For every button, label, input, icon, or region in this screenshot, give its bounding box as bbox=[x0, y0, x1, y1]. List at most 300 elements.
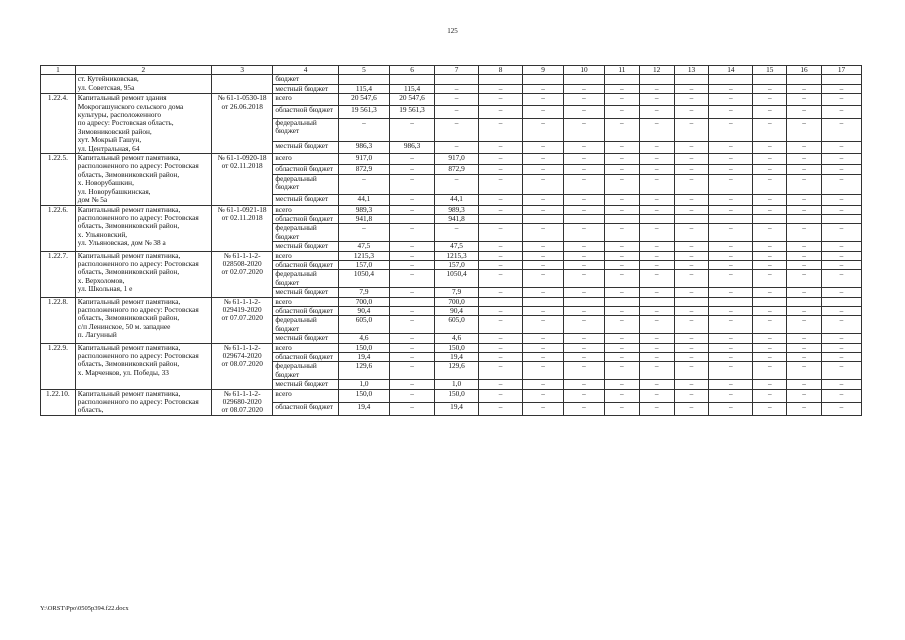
funding-source: всего bbox=[273, 389, 339, 402]
value-cell: – bbox=[523, 380, 564, 389]
value-cell: – bbox=[639, 118, 674, 141]
value-cell: – bbox=[674, 353, 709, 362]
value-cell: 20 547,6 bbox=[390, 94, 435, 106]
funding-source: всего bbox=[273, 343, 339, 352]
value-cell: – bbox=[390, 260, 435, 269]
value-cell: – bbox=[604, 343, 639, 352]
value-cell: – bbox=[390, 343, 435, 352]
value-cell bbox=[753, 75, 787, 84]
value-cell: – bbox=[821, 106, 861, 118]
value-cell: – bbox=[753, 402, 787, 415]
value-cell bbox=[821, 75, 861, 84]
column-header: 4 bbox=[273, 66, 339, 75]
value-cell: – bbox=[564, 94, 605, 106]
funding-source: областной бюджет bbox=[273, 260, 339, 269]
value-cell: – bbox=[390, 194, 435, 205]
funding-source: всего bbox=[273, 205, 339, 214]
value-cell: 700,0 bbox=[338, 297, 389, 306]
funding-source: местный бюджет bbox=[273, 194, 339, 205]
value-cell: – bbox=[709, 118, 753, 141]
value-cell: – bbox=[479, 343, 523, 352]
document-number: № 61-1-1-2- 029674-2020 от 08.07.2020 bbox=[211, 343, 272, 389]
funding-source: областной бюджет bbox=[273, 106, 339, 118]
column-header: 6 bbox=[390, 66, 435, 75]
value-cell: – bbox=[639, 224, 674, 242]
value-cell: – bbox=[753, 334, 787, 343]
value-cell: – bbox=[639, 362, 674, 380]
value-cell: 941,8 bbox=[338, 214, 389, 223]
object-title: ст. Кутейниковская, ул. Советская, 95а bbox=[75, 75, 211, 94]
value-cell: – bbox=[674, 316, 709, 334]
value-cell: – bbox=[479, 194, 523, 205]
value-cell: – bbox=[709, 306, 753, 315]
value-cell: – bbox=[604, 334, 639, 343]
value-cell: – bbox=[787, 306, 822, 315]
value-cell: 872,9 bbox=[338, 164, 389, 175]
value-cell: – bbox=[787, 154, 822, 165]
value-cell: – bbox=[523, 84, 564, 93]
value-cell: – bbox=[479, 118, 523, 141]
value-cell: – bbox=[709, 380, 753, 389]
value-cell: – bbox=[639, 389, 674, 402]
value-cell: – bbox=[709, 402, 753, 415]
value-cell: 989,3 bbox=[338, 205, 389, 214]
value-cell: – bbox=[787, 343, 822, 352]
document-number: № 61-1-0920-18 от 02.11.2018 bbox=[211, 154, 272, 205]
value-cell: – bbox=[390, 380, 435, 389]
value-cell: – bbox=[753, 224, 787, 242]
value-cell: – bbox=[479, 164, 523, 175]
value-cell: – bbox=[674, 175, 709, 195]
object-title: Капитальный ремонт памятника, расположенного по адресу: Ростовская область, Зимовниковский район, х. Ульяновский, ул. Ульяновская, дом № 38 а bbox=[75, 205, 211, 251]
funding-source: областной бюджет bbox=[273, 402, 339, 415]
value-cell: – bbox=[639, 242, 674, 251]
column-header: 16 bbox=[787, 66, 822, 75]
value-cell: – bbox=[674, 362, 709, 380]
value-cell: – bbox=[479, 288, 523, 297]
value-cell: 47,5 bbox=[435, 242, 479, 251]
value-cell: – bbox=[390, 306, 435, 315]
value-cell: 19,4 bbox=[435, 402, 479, 415]
value-cell: – bbox=[604, 306, 639, 315]
value-cell bbox=[523, 75, 564, 84]
value-cell: 4,6 bbox=[435, 334, 479, 343]
value-cell: – bbox=[674, 343, 709, 352]
table-row bbox=[41, 94, 862, 106]
column-header: 8 bbox=[479, 66, 523, 75]
value-cell: – bbox=[639, 288, 674, 297]
column-header: 5 bbox=[338, 66, 389, 75]
value-cell: – bbox=[435, 118, 479, 141]
value-cell: – bbox=[479, 242, 523, 251]
value-cell: – bbox=[753, 316, 787, 334]
value-cell: – bbox=[753, 164, 787, 175]
value-cell: – bbox=[709, 270, 753, 288]
value-cell: – bbox=[523, 353, 564, 362]
value-cell: – bbox=[604, 94, 639, 106]
value-cell: – bbox=[390, 316, 435, 334]
value-cell: – bbox=[787, 164, 822, 175]
value-cell: – bbox=[674, 242, 709, 251]
value-cell: – bbox=[753, 242, 787, 251]
value-cell: – bbox=[709, 154, 753, 165]
value-cell bbox=[435, 75, 479, 84]
value-cell: – bbox=[479, 260, 523, 269]
value-cell: – bbox=[787, 118, 822, 141]
value-cell: – bbox=[523, 260, 564, 269]
value-cell: – bbox=[604, 251, 639, 260]
value-cell: – bbox=[674, 260, 709, 269]
funding-source: областной бюджет bbox=[273, 353, 339, 362]
funding-source: областной бюджет bbox=[273, 214, 339, 223]
value-cell: – bbox=[674, 251, 709, 260]
value-cell: – bbox=[604, 270, 639, 288]
funding-source: всего bbox=[273, 297, 339, 306]
value-cell: – bbox=[821, 270, 861, 288]
value-cell: – bbox=[709, 141, 753, 153]
value-cell: – bbox=[564, 118, 605, 141]
value-cell: – bbox=[787, 84, 822, 93]
object-title: Капитальный ремонт памятника, расположенного по адресу: Ростовская область, bbox=[75, 389, 211, 415]
value-cell bbox=[787, 75, 822, 84]
value-cell: – bbox=[639, 402, 674, 415]
value-cell: – bbox=[674, 194, 709, 205]
value-cell: 115,4 bbox=[390, 84, 435, 93]
value-cell: – bbox=[338, 224, 389, 242]
value-cell bbox=[709, 75, 753, 84]
value-cell: – bbox=[435, 175, 479, 195]
value-cell: – bbox=[709, 362, 753, 380]
value-cell: – bbox=[753, 94, 787, 106]
table-row bbox=[41, 154, 862, 165]
column-header: 17 bbox=[821, 66, 861, 75]
item-number: 1.22.6. bbox=[41, 205, 76, 251]
value-cell: – bbox=[564, 306, 605, 315]
value-cell: 47,5 bbox=[338, 242, 389, 251]
value-cell: – bbox=[523, 106, 564, 118]
value-cell: – bbox=[564, 194, 605, 205]
value-cell: – bbox=[564, 251, 605, 260]
value-cell: – bbox=[523, 288, 564, 297]
value-cell: – bbox=[390, 205, 435, 214]
value-cell: – bbox=[639, 334, 674, 343]
value-cell: – bbox=[639, 164, 674, 175]
item-number: 1.22.4. bbox=[41, 94, 76, 154]
value-cell: – bbox=[479, 316, 523, 334]
value-cell: – bbox=[604, 154, 639, 165]
column-header: 15 bbox=[753, 66, 787, 75]
value-cell: – bbox=[564, 106, 605, 118]
value-cell: – bbox=[639, 205, 674, 214]
value-cell: – bbox=[787, 205, 822, 214]
value-cell: – bbox=[479, 251, 523, 260]
value-cell: – bbox=[639, 260, 674, 269]
value-cell: – bbox=[523, 402, 564, 415]
value-cell: – bbox=[709, 106, 753, 118]
value-cell: – bbox=[604, 84, 639, 93]
value-cell: – bbox=[639, 106, 674, 118]
value-cell: 129,6 bbox=[435, 362, 479, 380]
value-cell: – bbox=[674, 270, 709, 288]
value-cell: – bbox=[753, 343, 787, 352]
funding-source: бюджет bbox=[273, 75, 339, 84]
value-cell: – bbox=[787, 334, 822, 343]
value-cell: – bbox=[787, 175, 822, 195]
value-cell: 20 547,6 bbox=[338, 94, 389, 106]
funding-source: федеральный бюджет bbox=[273, 224, 339, 242]
value-cell: 115,4 bbox=[338, 84, 389, 93]
value-cell: – bbox=[753, 118, 787, 141]
value-cell: – bbox=[564, 154, 605, 165]
value-cell: – bbox=[390, 353, 435, 362]
value-cell: – bbox=[821, 402, 861, 415]
value-cell: – bbox=[523, 141, 564, 153]
value-cell: – bbox=[390, 154, 435, 165]
value-cell: 1050,4 bbox=[435, 270, 479, 288]
column-header: 14 bbox=[709, 66, 753, 75]
value-cell: – bbox=[787, 380, 822, 389]
value-cell: – bbox=[753, 154, 787, 165]
value-cell: – bbox=[821, 389, 861, 402]
value-cell: 19 561,3 bbox=[338, 106, 389, 118]
value-cell bbox=[674, 75, 709, 84]
value-cell: – bbox=[604, 380, 639, 389]
value-cell: – bbox=[604, 106, 639, 118]
value-cell: 1,0 bbox=[338, 380, 389, 389]
value-cell: – bbox=[674, 164, 709, 175]
value-cell: – bbox=[709, 94, 753, 106]
value-cell: – bbox=[821, 251, 861, 260]
value-cell: – bbox=[523, 164, 564, 175]
value-cell: – bbox=[821, 316, 861, 334]
value-cell: – bbox=[674, 205, 709, 214]
value-cell: – bbox=[390, 242, 435, 251]
value-cell: 986,3 bbox=[390, 141, 435, 153]
value-cell: – bbox=[604, 224, 639, 242]
value-cell bbox=[639, 75, 674, 84]
funding-source: местный бюджет bbox=[273, 334, 339, 343]
value-cell: 872,9 bbox=[435, 164, 479, 175]
value-cell: – bbox=[753, 260, 787, 269]
value-cell: – bbox=[674, 118, 709, 141]
value-cell: – bbox=[674, 154, 709, 165]
value-cell: – bbox=[523, 205, 564, 214]
column-header: 7 bbox=[435, 66, 479, 75]
value-cell: 989,3 bbox=[435, 205, 479, 214]
value-cell: – bbox=[753, 194, 787, 205]
value-cell: 19,4 bbox=[338, 353, 389, 362]
value-cell: – bbox=[479, 205, 523, 214]
value-cell: – bbox=[523, 251, 564, 260]
value-cell: – bbox=[821, 362, 861, 380]
document-number: № 61-1-0921-18 от 02.11.2018 bbox=[211, 205, 272, 251]
value-cell: – bbox=[604, 353, 639, 362]
value-cell: – bbox=[753, 353, 787, 362]
value-cell: – bbox=[753, 251, 787, 260]
value-cell: – bbox=[564, 362, 605, 380]
value-cell: – bbox=[639, 306, 674, 315]
value-cell: – bbox=[709, 175, 753, 195]
value-cell: 700,0 bbox=[435, 297, 479, 306]
value-cell: – bbox=[479, 84, 523, 93]
value-cell: – bbox=[523, 362, 564, 380]
value-cell: – bbox=[787, 316, 822, 334]
value-cell: – bbox=[604, 118, 639, 141]
value-cell: – bbox=[821, 334, 861, 343]
value-cell: – bbox=[709, 288, 753, 297]
funding-source: всего bbox=[273, 251, 339, 260]
item-number: 1.22.10. bbox=[41, 389, 76, 415]
value-cell: – bbox=[564, 175, 605, 195]
value-cell bbox=[564, 75, 605, 84]
column-header: 9 bbox=[523, 66, 564, 75]
value-cell: – bbox=[338, 175, 389, 195]
value-cell: – bbox=[709, 343, 753, 352]
value-cell: – bbox=[821, 94, 861, 106]
value-cell: – bbox=[821, 224, 861, 242]
value-cell: – bbox=[787, 224, 822, 242]
column-header: 11 bbox=[604, 66, 639, 75]
value-cell: 1,0 bbox=[435, 380, 479, 389]
item-number: 1.22.5. bbox=[41, 154, 76, 205]
value-cell: – bbox=[674, 402, 709, 415]
value-cell: – bbox=[709, 224, 753, 242]
value-cell: – bbox=[787, 106, 822, 118]
value-cell: – bbox=[821, 288, 861, 297]
value-cell: – bbox=[753, 84, 787, 93]
value-cell: – bbox=[639, 175, 674, 195]
item-number: 1.22.9. bbox=[41, 343, 76, 389]
value-cell: – bbox=[523, 224, 564, 242]
value-cell: – bbox=[564, 84, 605, 93]
document-number: № 61-1-1-2- 029680-2020 от 08.07.2020 bbox=[211, 389, 272, 415]
value-cell: 917,0 bbox=[435, 154, 479, 165]
funding-source: всего bbox=[273, 94, 339, 106]
value-cell: – bbox=[709, 251, 753, 260]
value-cell: – bbox=[564, 260, 605, 269]
value-cell: – bbox=[787, 389, 822, 402]
value-cell: – bbox=[639, 94, 674, 106]
value-cell: – bbox=[564, 380, 605, 389]
value-cell: – bbox=[674, 380, 709, 389]
value-cell: – bbox=[674, 106, 709, 118]
value-cell: – bbox=[479, 106, 523, 118]
value-cell: – bbox=[390, 175, 435, 195]
value-cell: – bbox=[604, 402, 639, 415]
value-cell: – bbox=[787, 260, 822, 269]
value-cell: – bbox=[674, 389, 709, 402]
value-cell: – bbox=[821, 242, 861, 251]
value-cell bbox=[390, 75, 435, 84]
value-cell: 7,9 bbox=[435, 288, 479, 297]
value-cell: – bbox=[709, 164, 753, 175]
item-number bbox=[41, 75, 76, 94]
value-cell: – bbox=[479, 94, 523, 106]
value-cell: 941,8 bbox=[435, 214, 479, 223]
file-path-footer: Y:\ORST\Ppo\0505p394.f22.docx bbox=[40, 605, 129, 612]
value-cell: – bbox=[821, 343, 861, 352]
value-cell: – bbox=[479, 175, 523, 195]
value-cell: – bbox=[435, 94, 479, 106]
value-cell: – bbox=[753, 141, 787, 153]
value-cell: – bbox=[787, 194, 822, 205]
value-cell: – bbox=[390, 118, 435, 141]
value-cell: 90,4 bbox=[338, 306, 389, 315]
document-number: № 61-1-0530-18 от 26.06.2018 bbox=[211, 94, 272, 154]
header-row bbox=[41, 66, 862, 75]
value-cell: – bbox=[479, 141, 523, 153]
value-cell: – bbox=[753, 306, 787, 315]
value-cell: – bbox=[390, 270, 435, 288]
value-cell: – bbox=[639, 343, 674, 352]
funding-source: федеральный бюджет bbox=[273, 316, 339, 334]
value-cell: – bbox=[821, 154, 861, 165]
column-header: 12 bbox=[639, 66, 674, 75]
funding-source: местный бюджет bbox=[273, 84, 339, 93]
value-cell: – bbox=[787, 94, 822, 106]
table-row bbox=[41, 205, 862, 214]
value-cell bbox=[604, 75, 639, 84]
value-cell: – bbox=[674, 288, 709, 297]
value-cell: – bbox=[674, 334, 709, 343]
value-cell: – bbox=[564, 353, 605, 362]
value-cell: – bbox=[604, 316, 639, 334]
value-cell: – bbox=[821, 175, 861, 195]
budget-table bbox=[40, 65, 862, 416]
funding-source: федеральный бюджет bbox=[273, 270, 339, 288]
value-cell: – bbox=[390, 164, 435, 175]
funding-source: федеральный бюджет bbox=[273, 362, 339, 380]
value-cell: – bbox=[709, 194, 753, 205]
funding-source: местный бюджет bbox=[273, 141, 339, 153]
page-number: 125 bbox=[447, 27, 458, 35]
value-cell: – bbox=[390, 288, 435, 297]
value-cell: 150,0 bbox=[435, 389, 479, 402]
value-cell: 157,0 bbox=[435, 260, 479, 269]
object-title: Капитальный ремонт памятника, расположенного по адресу: Ростовская область, Зимовниковский район, х. Новорубашкин, ул. Новорубашкинская, дом № 5а bbox=[75, 154, 211, 205]
value-cell: – bbox=[639, 141, 674, 153]
value-cell: – bbox=[821, 205, 861, 214]
object-title: Капитальный ремонт здания Мокрогашунского сельского дома культуры, расположенного по адресу: Ростовская область, Зимовниковский район, хут. Мокрый Гашун, ул. Центральная, 64 bbox=[75, 94, 211, 154]
value-cell bbox=[338, 75, 389, 84]
value-cell: 19,4 bbox=[435, 353, 479, 362]
value-cell: – bbox=[821, 380, 861, 389]
value-cell: – bbox=[787, 141, 822, 153]
value-cell: – bbox=[604, 194, 639, 205]
value-cell: – bbox=[390, 402, 435, 415]
value-cell: – bbox=[564, 224, 605, 242]
value-cell: – bbox=[604, 389, 639, 402]
value-cell: – bbox=[523, 316, 564, 334]
value-cell: – bbox=[523, 334, 564, 343]
value-cell: – bbox=[604, 175, 639, 195]
value-cell: – bbox=[435, 84, 479, 93]
value-cell: – bbox=[753, 205, 787, 214]
value-cell: – bbox=[639, 251, 674, 260]
value-cell: – bbox=[787, 251, 822, 260]
value-cell: – bbox=[390, 334, 435, 343]
value-cell: 44,1 bbox=[435, 194, 479, 205]
value-cell: 150,0 bbox=[338, 389, 389, 402]
value-cell bbox=[479, 75, 523, 84]
column-header: 13 bbox=[674, 66, 709, 75]
value-cell: 19,4 bbox=[338, 402, 389, 415]
funding-source: областной бюджет bbox=[273, 164, 339, 175]
value-cell: – bbox=[523, 306, 564, 315]
value-cell: – bbox=[787, 242, 822, 251]
funding-source: местный бюджет bbox=[273, 380, 339, 389]
value-cell: – bbox=[604, 164, 639, 175]
